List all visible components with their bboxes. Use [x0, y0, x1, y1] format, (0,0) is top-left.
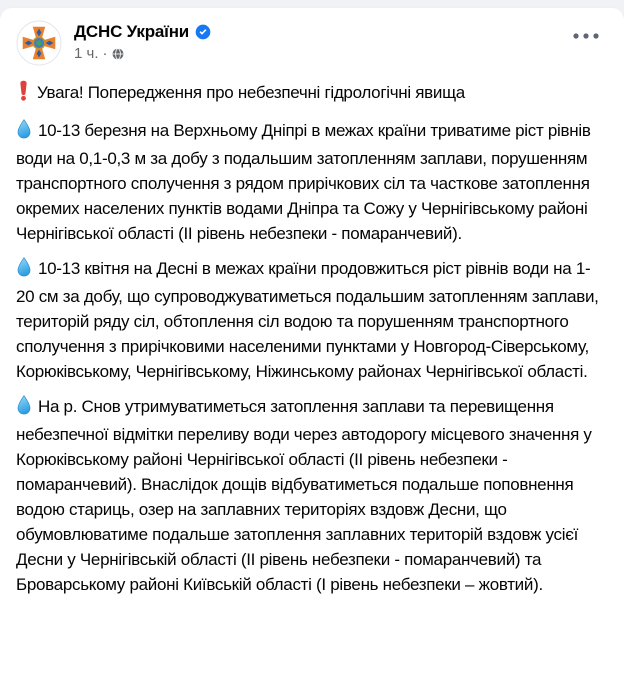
- post-meta: [74, 46, 608, 61]
- more-options-button[interactable]: [568, 18, 604, 54]
- paragraph-text: 10-13 березня на Верхньому Дніпрі в межах країни триватиме ріст рівнів води на 0,1-0,3 м за добу з подальшим затопленням заплави, порушенням транспортного сполучення з рядом прирічкових сіл та часткове затоплення окремих населених пунктів водами Дніпра та Сожу у Чернігівському районі Чернігівської області (ІІ рівень небезпеки - помаранчевий).: [16, 121, 591, 243]
- post-paragraph: [16, 256, 608, 384]
- post-header-info: [74, 20, 608, 61]
- water-drop-icon: [16, 119, 32, 146]
- dsns-emblem-icon: [16, 20, 62, 66]
- three-dots-icon: [572, 32, 600, 40]
- globe-icon: [112, 48, 124, 60]
- post-paragraph: [16, 80, 608, 108]
- water-drop-icon: [16, 395, 32, 422]
- post-body: [0, 66, 624, 597]
- page-name-link[interactable]: ДСНС України: [74, 22, 190, 41]
- page-name-row: [74, 21, 608, 42]
- red-exclamation-icon: [16, 80, 31, 108]
- water-drop-icon: [16, 257, 32, 284]
- post-paragraph: [16, 118, 608, 246]
- verified-badge-icon: [195, 24, 211, 40]
- post-paragraph: [16, 394, 608, 597]
- meta-separator: ·: [102, 45, 108, 62]
- paragraph-text: 10-13 квітня на Десні в межах країни продовжиться ріст рівнів води на 1-20 см за добу, що супроводжуватиметься подальшим затопленням заплави, територій ряду сіл, обтоплення сіл водою та порушенням транспортного сполучення з прирічковими населеними пунктами у Новгород-Сіверському, Корюківському, Чернігівському, Ніжинському районах Чернігівської області.: [16, 259, 599, 381]
- post-card: [0, 8, 624, 691]
- timestamp[interactable]: 1 ч.: [74, 45, 99, 62]
- paragraph-text: На р. Снов утримуватиметься затоплення заплави та перевищення небезпечної відмітки переливу води через автодорогу місцевого значення у Корюківському районі Чернігівської області (ІІ рівень небезпеки - помаранчевий). Внаслідок дощів відбуватиметься подальше поповнення водою стариць, озер на заплавних територіях вздовж Десни, що обумовлюватиме подальше затоплення заплавних територій вздовж усієї Десни у Чернігівській області (ІІ рівень небезпеки - помаранчевий) та Броварському районі Київській області (І рівень небезпеки – жовтий).: [16, 397, 592, 594]
- paragraph-text: Увага! Попередження про небезпечні гідрологічні явища: [37, 83, 465, 102]
- post-header: [0, 8, 624, 66]
- avatar[interactable]: [16, 20, 62, 66]
